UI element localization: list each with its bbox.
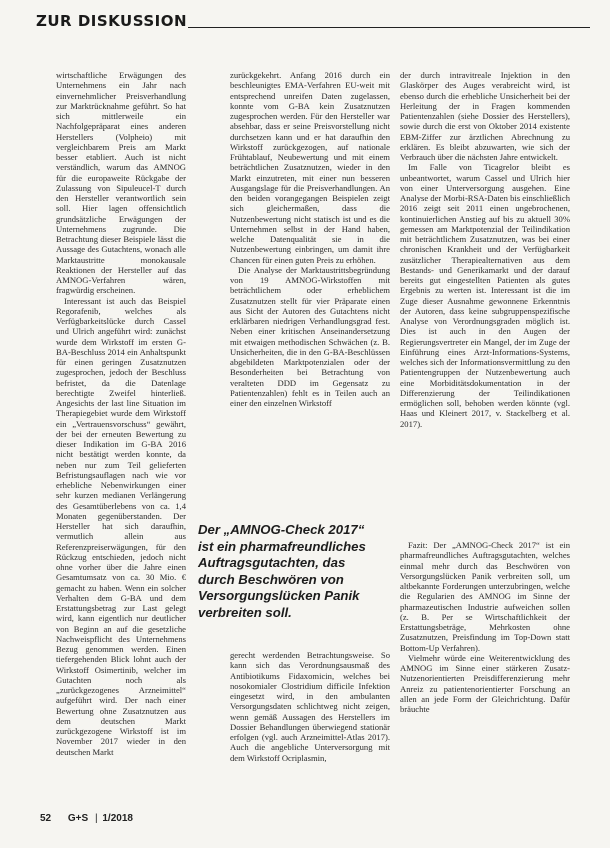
page-footer [40, 813, 133, 824]
pull-quote [198, 522, 392, 621]
page-number: 52 [40, 813, 52, 824]
column-2-continued [230, 650, 390, 763]
paragraph: wirtschaftliche Erwägungen des Unternehmens ein Jahr nach einvernehmlicher Preisverhandlung zur Marktrücknahme geführt. So hat sich mittlerweile ein Nachfolgepräparat eines anderen Herstellers (Volpheio) mit vergleichbarem Preis am Markt besser etabliert. Auch ist nicht verständlich, warum das AMNOG für die europaweite Rückgabe der Zulassung von Sipuleucel-T durch den Hersteller verantwortlich sein soll. Hier lagen offensichtlich grundsätzliche Erwägungen der Unternehmens zugrunde. Die Betrachtung dieser Beispiele lässt die Aussage des Gutachtens, wonach alle Marktaustritte monokausale Reaktionen der Hersteller auf das AMNOG-Verfahren wären, fragwürdig erscheinen. [56, 70, 186, 296]
issue-number: 1/2018 [102, 813, 133, 824]
paragraph: Die Analyse der Marktaustrittsbegründung von 19 AMNOG-Wirkstoffen mit beträchtlichem oder erheblichem Zusatznutzen stellt für vier Präparate einen aus Sicht der Autoren des Gutachtens nicht erklärbaren niedrigen Verhandlungsgrad fest. Neben einer kritischen Anseinandersetzung mit etwaigen methodischen Schwächen (z. B. Unsicherheiten, die in den G-BA-Beschlüssen abgebildeten Marktpotenzialen oder der Besonderheiten bei Betrachtung von veralteten DDD im Gegensatz zu Patientenzahlen) fehlt es in Teilen auch an einer den einzelnen Wirkstoff [230, 264, 390, 408]
section-title: ZUR DISKUSSION [36, 12, 188, 30]
magazine-brand: G+S [67, 813, 89, 824]
paragraph: Im Falle von Ticagrelor bleibt es unbeantwortet, warum Cassel und Ulrich hier von einer Unterversorgung ausgehen. Eine Analyse der Morbi-RSA-Daten bis einschließlich 2016 zeigt seit 2011 einen ungebrochenen, kontinuierlichen Anstieg auf bis zu aktuell 30% gemessen am Marktpotenzial der Teilindikation mit beträchtlichem Zusatznutzen, was bei einer chronischen Krankheit und der Verfügbarkeit zusätzlicher Therapiealternativen aus dem Bestands- und Generikamarkt und der darauf bereits gut eingestellten Patienten als gutes Ergebnis zu werten ist. Interessant ist die im Zuge dieser Ausnahme gewonnene Erkenntnis der Autoren, dass keine subgruppenspezifische Analyse von Verordnungsgraden möglich ist. Dies ist auch in den Augen der Regierungsvertreter ein Mangel, der im Zuge der Einführung eines Arzt-Informations-Systems, welches sich der Informationsvermittlung zu den Patientengruppen der Nutzenbewertung auch eine Morbiditätsdokumentation in der Differenzierung der Teilindikationen ermöglichen soll, behoben werden könnte (vgl. Haas und Kleinert 2017, v. Stackelberg et al. 2017). [400, 162, 570, 429]
header-rule [188, 27, 590, 28]
column-3 [400, 70, 570, 429]
paragraph: der durch intravitreale Injektion in den Glaskörper des Auges verabreicht wird, ist ebenso durch die erhebliche Unsicherheit bei der Herleitung der in Fragen kommenden Patientenzahlen (siehe Dossier des Herstellers), sowie durch die erst von Oktober 2014 existente EBM-Ziffer zur ärztlichen Abrechnung zu erklären. Es bleibt abzuwarten, wie sich der Verbrauch über die nächsten Jahre entwickelt. [400, 70, 570, 162]
pull-quote-line: Der „AMNOG-Check 2017“ [198, 522, 365, 537]
footer-separator: | [94, 813, 98, 824]
paragraph: Fazit: Der „AMNOG-Check 2017“ ist ein pharmafreundliches Auftragsgutachten, welches einmal mehr durch das Beschwören von Versorgungslücken Panik verbreiten soll, um altbekannte Forderungen unterzubringen, welche die Regularien des AMNOG im Sinne der pharmazeutischen Industrie aufweichen sollen (z. B. Per se Wirtschaftlichkeit der Erstattungsbeträge, Mehrkosten ohne Zusatznutzen, Preisfindung im Top-Down statt Bottom-Up Verfahren). [400, 540, 570, 653]
pull-quote-line: ist ein pharmafreundliches [198, 538, 366, 554]
pull-quote-line: verbreiten soll. [198, 604, 292, 620]
paragraph: Interessant ist auch das Beispiel Regorafenib, welches als Verfügbarkeitslücke durch Cassel und Ulrich angeführt wird: zunächst wurde dem Wirkstoff im ersten G-BA-Beschluss 2014 ein Anhaltspunkt für einen geringen Zusatznutzen zugesprochen, jedoch der Beschluss befristet, da die Datenlage berechtigte Zweifel hinterließ. Angesichts der last line Situation im Therapiegebiet wurde dem Wirkstoff ein „Vertrauensvorschuss“ gewährt, der bei der erneuten Bewertung zu dieser Indikation im G-BA 2016 nicht bestätigt werden konnte, da neben nur zum Teil gelieferten Befristungsauflagen nach wie vor erhebliche Nebenwirkungen einer sehr kurzen medianen Verlängerung des Gesamtüberlebens von ca. 1,4 Monaten gegenüberstanden. Der Hersteller hat sich daraufhin, vermutlich allein aus Referenzpreiserwägungen, für den Rückzug entschieden, jedoch nicht ohne vorher über die Jahre einen Gesamtumsatz von ca. 30 Mio. € gemacht zu haben. Wenn ein solcher Verhalten dem G-BA und dem Erstattungsbetrag zur Last gelegt wird, kann eigentlich nur deutlicher von Beginn an auf die gesetzliche Nachweispflicht des Unternehmens Bezug genommen werden. Einen tiefergehenden Blick lohnt auch der Wirkstoff Osimertinib, welcher im Gutachten noch als „zurückgezogenes Arzneimittel“ aufgeführt wird. Der nach einer Bewertung ohne Zusatznutzen aus dem deutschen Markt zurückgezogene Wirkstoff ist im November 2017 wieder in den deutschen Markt [56, 295, 186, 757]
paragraph: zurückgekehrt. Anfang 2016 durch ein beschleunigtes EMA-Verfahren EU-weit mit entsprechend unreifen Daten zugelassen, konnte vom G-BA kein Zusatznutzen zugesprochen werden. Für den Hersteller war absehbar, dass er seine Preisvorstellung nicht durchsetzen kann und er hat daraufhin den Wirkstoff zurückgezogen, auf nationale Frühtablauf, Neubewertung und mit einem beträchtlichen Zusatznutzen, wieder in den Markt einzutreten, mit einer nun besseren Ausgangslage für die Preisverhandlungen. An den beiden vorangegangen Beispielen zeigt sich gleichermaßen, dass die Nutzenbewertung nicht statisch ist und es die Unternehmen selbst in der Hand haben, welche Datenqualität sie in die Nutzenbewertung einbringen, um damit ihre Chancen für einen guten Preis zu erhöhen. [230, 70, 390, 265]
paragraph: gerecht werdenden Betrachtungsweise. So kann sich das Verordnungsausmaß des Antibiotikums Fidaxomicin, welches bei nosokomialer Clostridium difficile Infektion eingesetzt wird, in den ambulanten Versorgungsdaten schlichtweg nicht zeigen, wenn gemäß Aussagen des Herstellers im Dossier Behandlungen überwiegend stationär erfolgen (vgl. auch Arzneimittel-Atlas 2017). Auch die angebliche Unterversorgung mit dem Wirkstoff Ocriplasmin, [230, 650, 390, 763]
pull-quote-line: Versorgungslücken Panik [198, 588, 360, 603]
pull-quote-line: durch Beschwören von [198, 571, 344, 587]
paragraph: Vielmehr würde eine Weiterentwicklung des AMNOG im Sinne einer stärkeren Zusatz-Nutzenorientierten Preisdifferenzierung mehr Anreiz zu patientenorientierter Forschung an allen an jede Form der Gleichrichtung. Dafür bräuchte [400, 652, 570, 714]
pull-quote-line: Auftragsgutachten, das [198, 555, 346, 570]
column-1 [56, 70, 186, 757]
column-2 [230, 70, 390, 408]
column-3-continued [400, 540, 570, 714]
section-header [36, 12, 590, 32]
